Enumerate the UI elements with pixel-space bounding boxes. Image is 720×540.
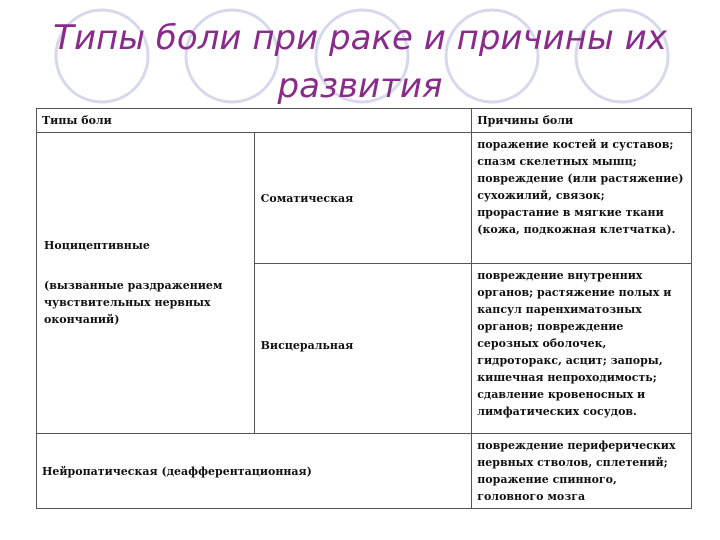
nociceptive-label: Ноцицептивные [44,239,150,252]
somatic-causes: поражение костей и суставов; спазм скелетных мышц; повреждение (или растяжение) сухожилий, связок; прорастание в мягкие ткани (кожа, подкожная клетчатка). [472,133,692,264]
nociceptive-cell [37,133,255,434]
slide-title: Типы боли при раке и причины их развития [53,18,667,106]
neuropathic-causes: повреждение периферических нервных стволов, сплетений; поражение спинного, головного мозга [472,434,692,509]
neuropathic-label: Нейропатическая (деафферентационная) [37,434,472,509]
nociceptive-description: (вызванные раздражением чувствительных нервных окончаний) [44,279,223,326]
visceral-label: Висцеральная [260,339,354,353]
table-row [37,133,692,264]
table-header-row [37,109,692,133]
somatic-label: Соматическая [260,192,354,205]
header-pain-types: Типы боли [37,109,472,133]
table-row [37,434,692,509]
somatic-cell [254,133,472,264]
pain-types-table [36,108,692,509]
visceral-causes: повреждение внутренних органов; растяжение полых и капсул паренхиматозных органов; повреждение серозных оболочек, гидроторакс, асцит; запоры, кишечная непроходимость; сдавление кровеносных и лимфатических сосудов. [472,264,692,434]
header-pain-causes: Причины боли [472,109,692,133]
visceral-cell [254,264,472,434]
